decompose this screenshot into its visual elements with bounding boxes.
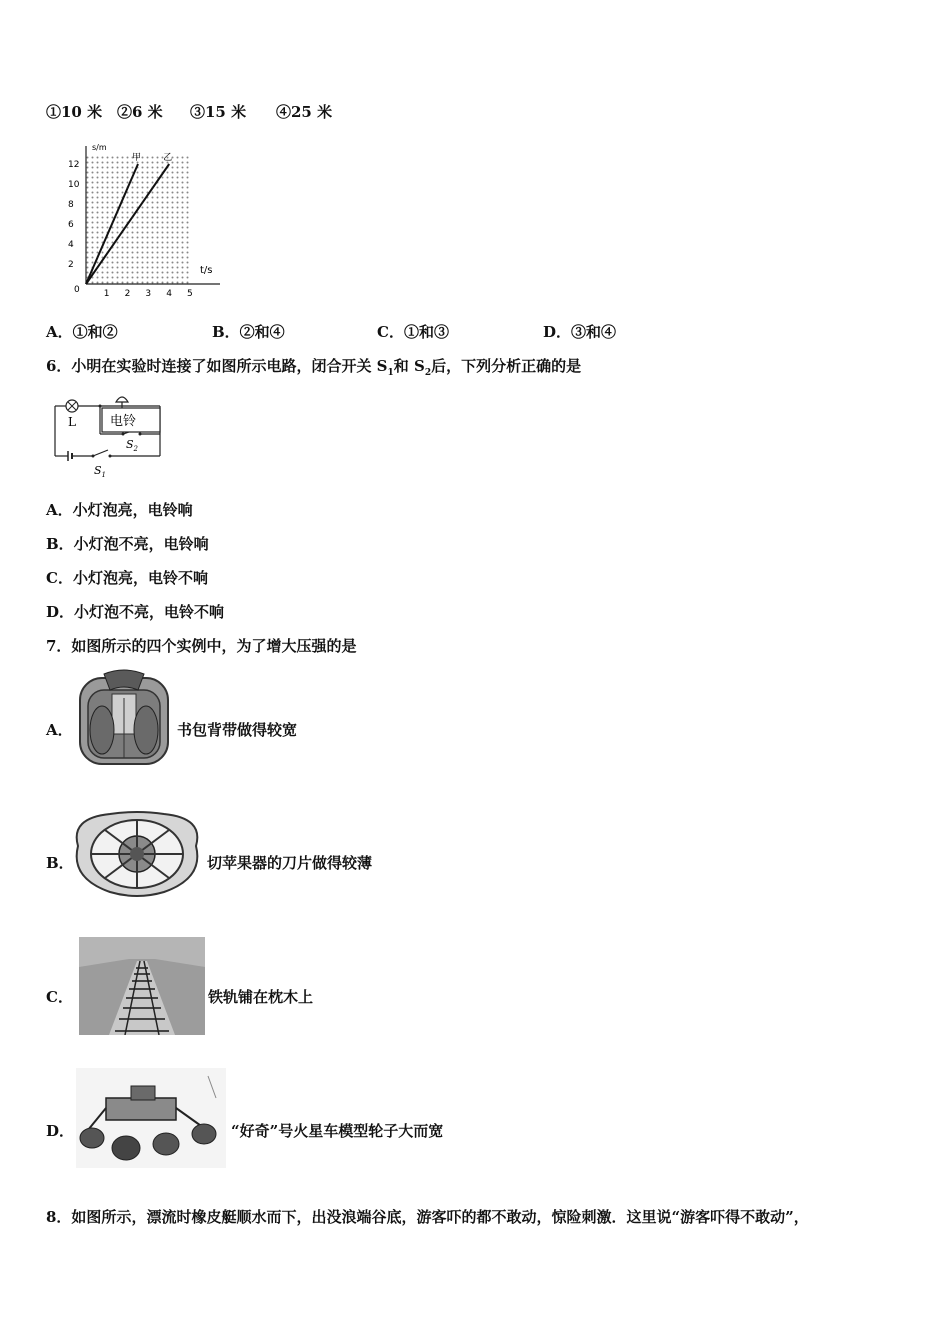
q5-choice-3: ③15 米 [190, 103, 247, 121]
q7-option-d-text: “好奇”号火星车模型轮子大而宽 [231, 1122, 444, 1140]
q6-option-b[interactable]: B．小灯泡不亮，电铃响 [46, 535, 209, 553]
q8-stem: 8．如图所示，漂流时橡皮艇顺水而下，出没浪端谷底，游客吓的都不敢动，惊险刺激．这里说“游客吓得不敢动”， [46, 1208, 809, 1226]
q6-option-c[interactable]: C．小灯泡亮，电铃不响 [46, 569, 208, 587]
q7-option-a-letter[interactable]: A． [46, 721, 73, 739]
st-graph [60, 140, 240, 300]
rover-image [76, 1068, 226, 1168]
q5-option-d[interactable]: D．③和④ [543, 323, 617, 341]
q7-option-c-text: 铁轨铺在枕木上 [208, 988, 314, 1006]
q5-option-b[interactable]: B．②和④ [212, 323, 285, 341]
railway-image [79, 937, 205, 1035]
circuit-s1-label: $S_1$ [94, 464, 107, 479]
q7-option-a-text: 书包背带做得较宽 [177, 721, 298, 739]
y-tick-label: 12 [68, 160, 80, 170]
q6-option-a[interactable]: A．小灯泡亮，电铃响 [46, 501, 193, 519]
q6-option-d[interactable]: D．小灯泡不亮，电铃不响 [46, 603, 225, 621]
graph-xlabel: t/s [200, 265, 213, 276]
q7-option-b-letter[interactable]: B． [46, 854, 74, 872]
q7-stem: 7．如图所示的四个实例中，为了增大压强的是 [46, 637, 357, 655]
y-tick-label: 4 [68, 240, 74, 250]
x-tick-label: 5 [187, 289, 193, 299]
series-label: 甲 [132, 153, 142, 163]
x-tick-label: 1 [103, 289, 110, 299]
x-tick-label: 2 [124, 289, 131, 299]
q7-option-c-letter[interactable]: C． [46, 988, 73, 1006]
q7-option-b-text: 切苹果器的刀片做得较薄 [207, 854, 373, 872]
q5-option-c[interactable]: C．①和③ [377, 323, 449, 341]
series-label: 乙 [163, 153, 173, 163]
q7-option-d-letter[interactable]: D． [46, 1122, 75, 1140]
q6-stem: 6．小明在实验时连接了如图所示电路，闭合开关 $S_1$和 $S_2$后，下列分析正确的是 [46, 357, 582, 378]
q5-choice-2: ②6 米 [117, 103, 163, 121]
q5-option-a[interactable]: A．①和② [46, 323, 118, 341]
backpack-image [74, 668, 174, 768]
y-tick-label: 8 [68, 200, 74, 210]
y-tick-label: 10 [68, 180, 80, 190]
graph-ylabel: s/m [92, 143, 107, 152]
circuit-bell-label: 电铃 [110, 414, 137, 429]
apple-cutter-image [70, 808, 204, 900]
circuit-lamp-label: L [68, 415, 76, 429]
y-tick-label: 6 [68, 220, 74, 230]
q5-choice-1: ①10 米 [46, 103, 103, 121]
circuit-diagram [50, 390, 180, 480]
x-tick-label: 3 [145, 289, 152, 299]
circuit-s2-label: $S_2$ [126, 438, 139, 453]
graph-origin: 0 [74, 285, 80, 295]
x-tick-label: 4 [166, 289, 172, 299]
q5-choice-4: ④25 米 [276, 103, 333, 121]
y-tick-label: 2 [68, 260, 74, 270]
